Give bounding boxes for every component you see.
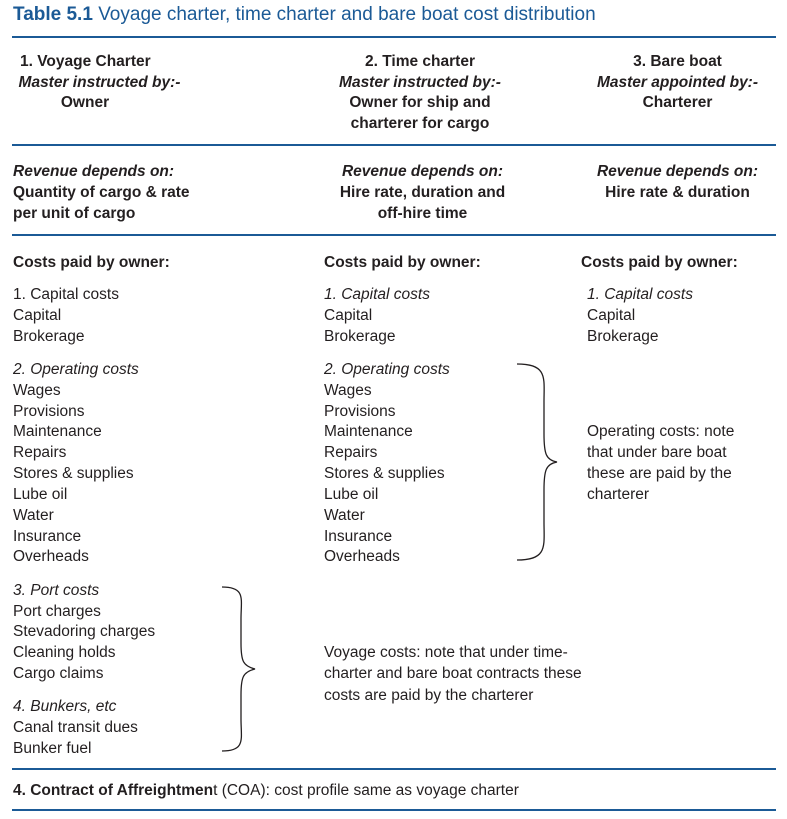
col2-operating-item: Provisions — [324, 403, 396, 420]
col2-operating-item: Lube oil — [324, 486, 379, 503]
col2-capital-item: Capital — [324, 307, 373, 324]
col2-brokerage-item: Brokerage — [324, 328, 396, 345]
coa-footnote — [13, 780, 519, 801]
coa-footnote-rest: t (COA): cost profile same as voyage charter — [213, 782, 519, 799]
col2-operating-heading: 2. Operating costs — [324, 361, 450, 378]
col3-operating-note-line: that under bare boat — [587, 444, 727, 461]
col1-heading: 1. Voyage Charter — [20, 53, 151, 70]
table-number: Table 5.1 — [13, 4, 93, 25]
voyage-note-line: charter and bare boat contracts these — [324, 665, 582, 682]
col3-capital-heading: 1. Capital costs — [587, 286, 693, 303]
col1-operating-item: Water — [13, 507, 54, 524]
col1-revenue-line-1: Quantity of cargo & rate — [13, 184, 190, 201]
col1-port-item: Cargo claims — [13, 665, 104, 682]
col1-bunkers-heading: 4. Bunkers, etc — [13, 698, 117, 715]
table-title — [13, 3, 596, 27]
col1-operating-item: Repairs — [13, 444, 67, 461]
col1-operating-item: Wages — [13, 382, 61, 399]
col3-operating-note-line: Operating costs: note — [587, 423, 735, 440]
col1-port-item: Cleaning holds — [13, 644, 116, 661]
col3-heading: 3. Bare boat — [633, 53, 722, 70]
voyage-note-line: Voyage costs: note that under time- — [324, 644, 568, 661]
col1-bunkers-item: Canal transit dues — [13, 719, 138, 736]
col1-brokerage-item: Brokerage — [13, 328, 85, 345]
voyage-brace-icon — [215, 585, 275, 753]
col1-master-label: Master instructed by:- — [18, 74, 181, 91]
col1-port-heading: 3. Port costs — [13, 582, 100, 599]
col1-capital-heading: 1. Capital costs — [13, 286, 119, 303]
col3-capital-item: Capital — [587, 307, 636, 324]
bottom-rule — [12, 809, 776, 811]
col2-operating-item: Maintenance — [324, 423, 413, 440]
col2-costs-label: Costs paid by owner: — [324, 254, 481, 271]
col2-master-label: Master instructed by:- — [339, 74, 501, 91]
col1-revenue-line-2: per unit of cargo — [13, 205, 136, 222]
col2-operating-item: Water — [324, 507, 365, 524]
voyage-note-line: costs are paid by the charterer — [324, 687, 534, 704]
col3-revenue-value: Hire rate & duration — [605, 184, 750, 201]
col1-operating-item: Insurance — [13, 528, 82, 545]
col1-bunkers-item: Bunker fuel — [13, 740, 92, 757]
table-caption: Voyage charter, time charter and bare boat cost distribution — [98, 4, 596, 25]
col1-port-item: Port charges — [13, 603, 101, 620]
col1-revenue-label: Revenue depends on: — [13, 163, 175, 180]
col3-brokerage-item: Brokerage — [587, 328, 659, 345]
col1-costs-label: Costs paid by owner: — [13, 254, 170, 271]
col2-operating-item: Repairs — [324, 444, 378, 461]
col1-master-value: Owner — [60, 94, 110, 111]
col1-operating-item: Stores & supplies — [13, 465, 134, 482]
col2-operating-item: Overheads — [324, 548, 400, 565]
col3-operating-note-line: these are paid by the — [587, 465, 732, 482]
col1-operating-item: Maintenance — [13, 423, 102, 440]
col2-master-line-1: Owner for ship and — [349, 94, 491, 111]
col3-revenue-label: Revenue depends on: — [596, 163, 759, 180]
col1-operating-item: Lube oil — [13, 486, 68, 503]
revenue-rule — [12, 234, 776, 236]
col2-operating-item: Insurance — [324, 528, 393, 545]
col2-master-line-2: charterer for cargo — [350, 115, 490, 132]
col3-operating-note-line: charterer — [587, 486, 650, 503]
col2-heading: 2. Time charter — [365, 53, 475, 70]
col1-operating-item: Overheads — [13, 548, 89, 565]
col3-master-label: Master appointed by:- — [596, 74, 759, 91]
footer-rule — [12, 768, 776, 770]
col2-capital-heading: 1. Capital costs — [324, 286, 430, 303]
coa-footnote-bold: 4. Contract of Affreightmen — [13, 782, 214, 799]
col2-revenue-line-1: Hire rate, duration and — [339, 184, 506, 201]
col3-costs-label: Costs paid by owner: — [581, 254, 738, 271]
col1-operating-item: Provisions — [13, 403, 85, 420]
col1-operating-heading: 2. Operating costs — [13, 361, 139, 378]
top-rule — [12, 36, 776, 38]
operating-brace-icon — [510, 362, 570, 562]
col2-operating-item: Stores & supplies — [324, 465, 445, 482]
col2-revenue-label: Revenue depends on: — [341, 163, 504, 180]
col3-master-value: Charterer — [642, 94, 713, 111]
col1-capital-item: Capital — [13, 307, 62, 324]
header-rule — [12, 144, 776, 146]
col2-operating-item: Wages — [324, 382, 372, 399]
col1-port-item: Stevadoring charges — [13, 623, 156, 640]
col2-revenue-line-2: off-hire time — [377, 205, 468, 222]
